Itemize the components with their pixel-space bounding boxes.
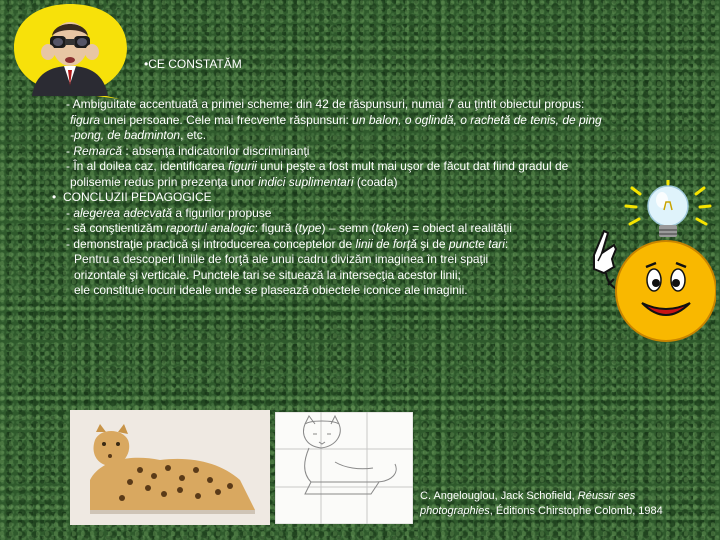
image-credit: C. Angelouglou, Jack Schofield, Réussir ses photographies, Éditions Chirstophe Colomb, 1984 [420, 490, 663, 517]
body-line: - În al doilea caz, identificarea figurii unui peşte a fost mult mai uşor de făcut dat fiind gradul de [66, 159, 569, 173]
body-line: - alegerea adecvată a figurilor propuse [66, 205, 272, 220]
bullet-icon: • [52, 190, 57, 204]
leopard-photo [70, 410, 270, 525]
cat-sketch-grid [275, 412, 413, 524]
body-line: figura unei persoane. Cele mai frecvente răspunsuri: un balon, o oglindă, o rachetă de tenis, de ping [70, 112, 602, 127]
slide-title: •CE CONSTATĂM [144, 57, 242, 71]
body-line: ele constituie locuri ideale unde se plasează obiectele iconice ale imaginii. [74, 283, 468, 297]
body-line: orizontale şi verticale. Punctele tari se situează la intersecţia acestor linii; [74, 267, 461, 282]
body-line: - Ambiguitate accentuată a primei scheme: din 42 de răspunsuri, numai 7 au ţintit obiectul propus: [66, 97, 585, 111]
body-line: Pentru a descoperi liniile de forţă ale unui cadru divizăm imaginea în trei spaţii [74, 252, 489, 266]
binoculars-man-icon [10, 0, 130, 100]
body-line: - să conştientizăm raportul analogic: figură (type) – semn (token) = obiect al realităţii [66, 221, 512, 235]
body-line-bullet: • CONCLUZII PEDAGOGICE [52, 190, 212, 204]
body-line: - Remarcă : absenţa indicatorilor discriminanţi [66, 143, 310, 158]
smiley-face-icon [590, 225, 716, 347]
body-line: polisemie redus prin prezenţa unor indici suplimentari (coada) [70, 174, 398, 189]
body-line: - demonstraţie practică şi introducerea conceptelor de linii de forţă şi de puncte tari: [66, 236, 509, 251]
body-line: -pong, de badminton, etc. [70, 128, 207, 142]
